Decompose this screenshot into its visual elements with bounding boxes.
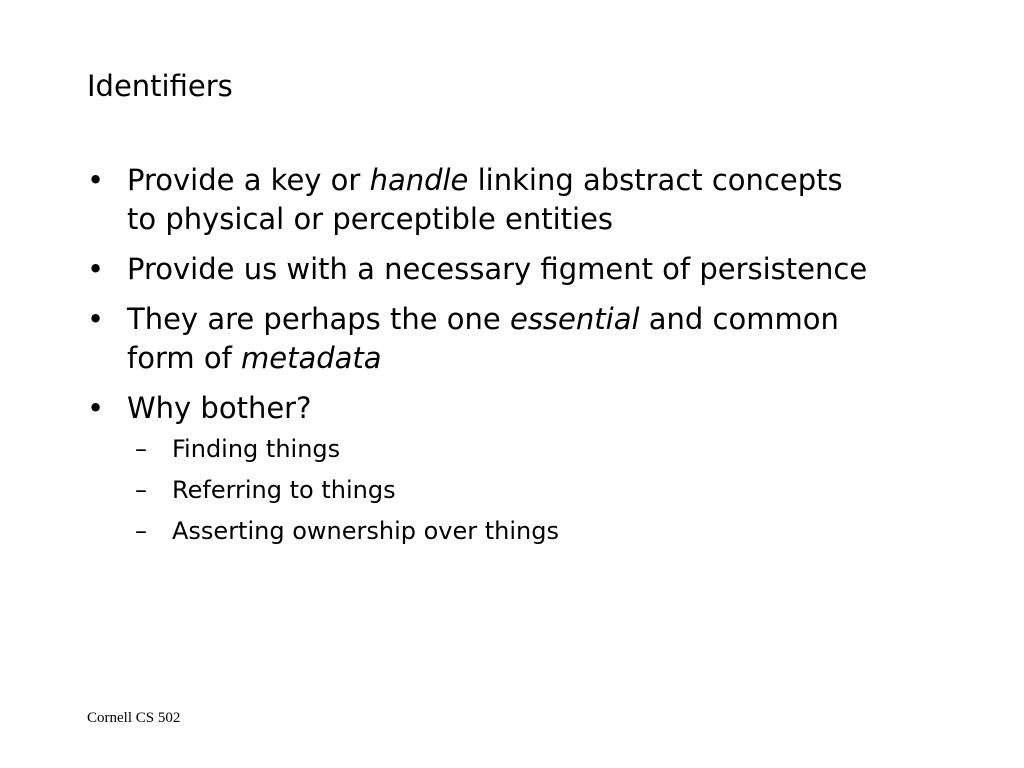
bullet-marker: • xyxy=(87,163,105,197)
emphasis-text: essential xyxy=(509,302,640,336)
bullet-item xyxy=(87,161,987,239)
sub-bullet-marker: – xyxy=(135,476,147,504)
sub-bullet-text: Referring to things xyxy=(172,476,396,504)
sub-bullet-marker: – xyxy=(135,517,147,545)
bullet-text: Provide us with a necessary figment of persistence xyxy=(127,252,868,286)
bullet-line xyxy=(127,250,987,289)
sub-bullet-text: Finding things xyxy=(172,435,341,463)
bullet-line xyxy=(127,200,987,239)
bullet-marker: • xyxy=(87,302,105,336)
bullet-text: linking abstract concepts xyxy=(468,163,843,197)
sub-bullet-item xyxy=(135,434,987,465)
bullet-text: form of xyxy=(127,341,242,375)
emphasis-text: handle xyxy=(369,163,469,197)
sub-bullet-item xyxy=(135,475,987,506)
bullet-line xyxy=(127,300,987,339)
bullet-text: and common xyxy=(639,302,839,336)
emphasis-text: metadata xyxy=(241,341,382,375)
sub-bullet-marker: – xyxy=(135,435,147,463)
bullet-marker: • xyxy=(87,391,105,425)
bullet-item xyxy=(87,300,987,378)
bullet-text: They are perhaps the one xyxy=(127,302,510,336)
bullet-item xyxy=(87,389,987,428)
bullet-text: to physical or perceptible entities xyxy=(127,202,614,236)
bullet-text: Provide a key or xyxy=(127,163,370,197)
slide-footer: Cornell CS 502 xyxy=(87,710,181,726)
bullet-line xyxy=(127,339,987,378)
slide-title: Identifiers xyxy=(87,69,233,103)
bullet-line xyxy=(127,389,987,428)
sub-bullet-text: Asserting ownership over things xyxy=(172,517,559,545)
sub-bullet-list xyxy=(87,434,987,547)
bullet-text: Why bother? xyxy=(127,391,312,425)
bullet-marker: • xyxy=(87,252,105,286)
bullet-line xyxy=(127,161,987,200)
bullet-list xyxy=(87,161,987,557)
sub-bullet-item xyxy=(135,516,987,547)
bullet-item xyxy=(87,250,987,289)
